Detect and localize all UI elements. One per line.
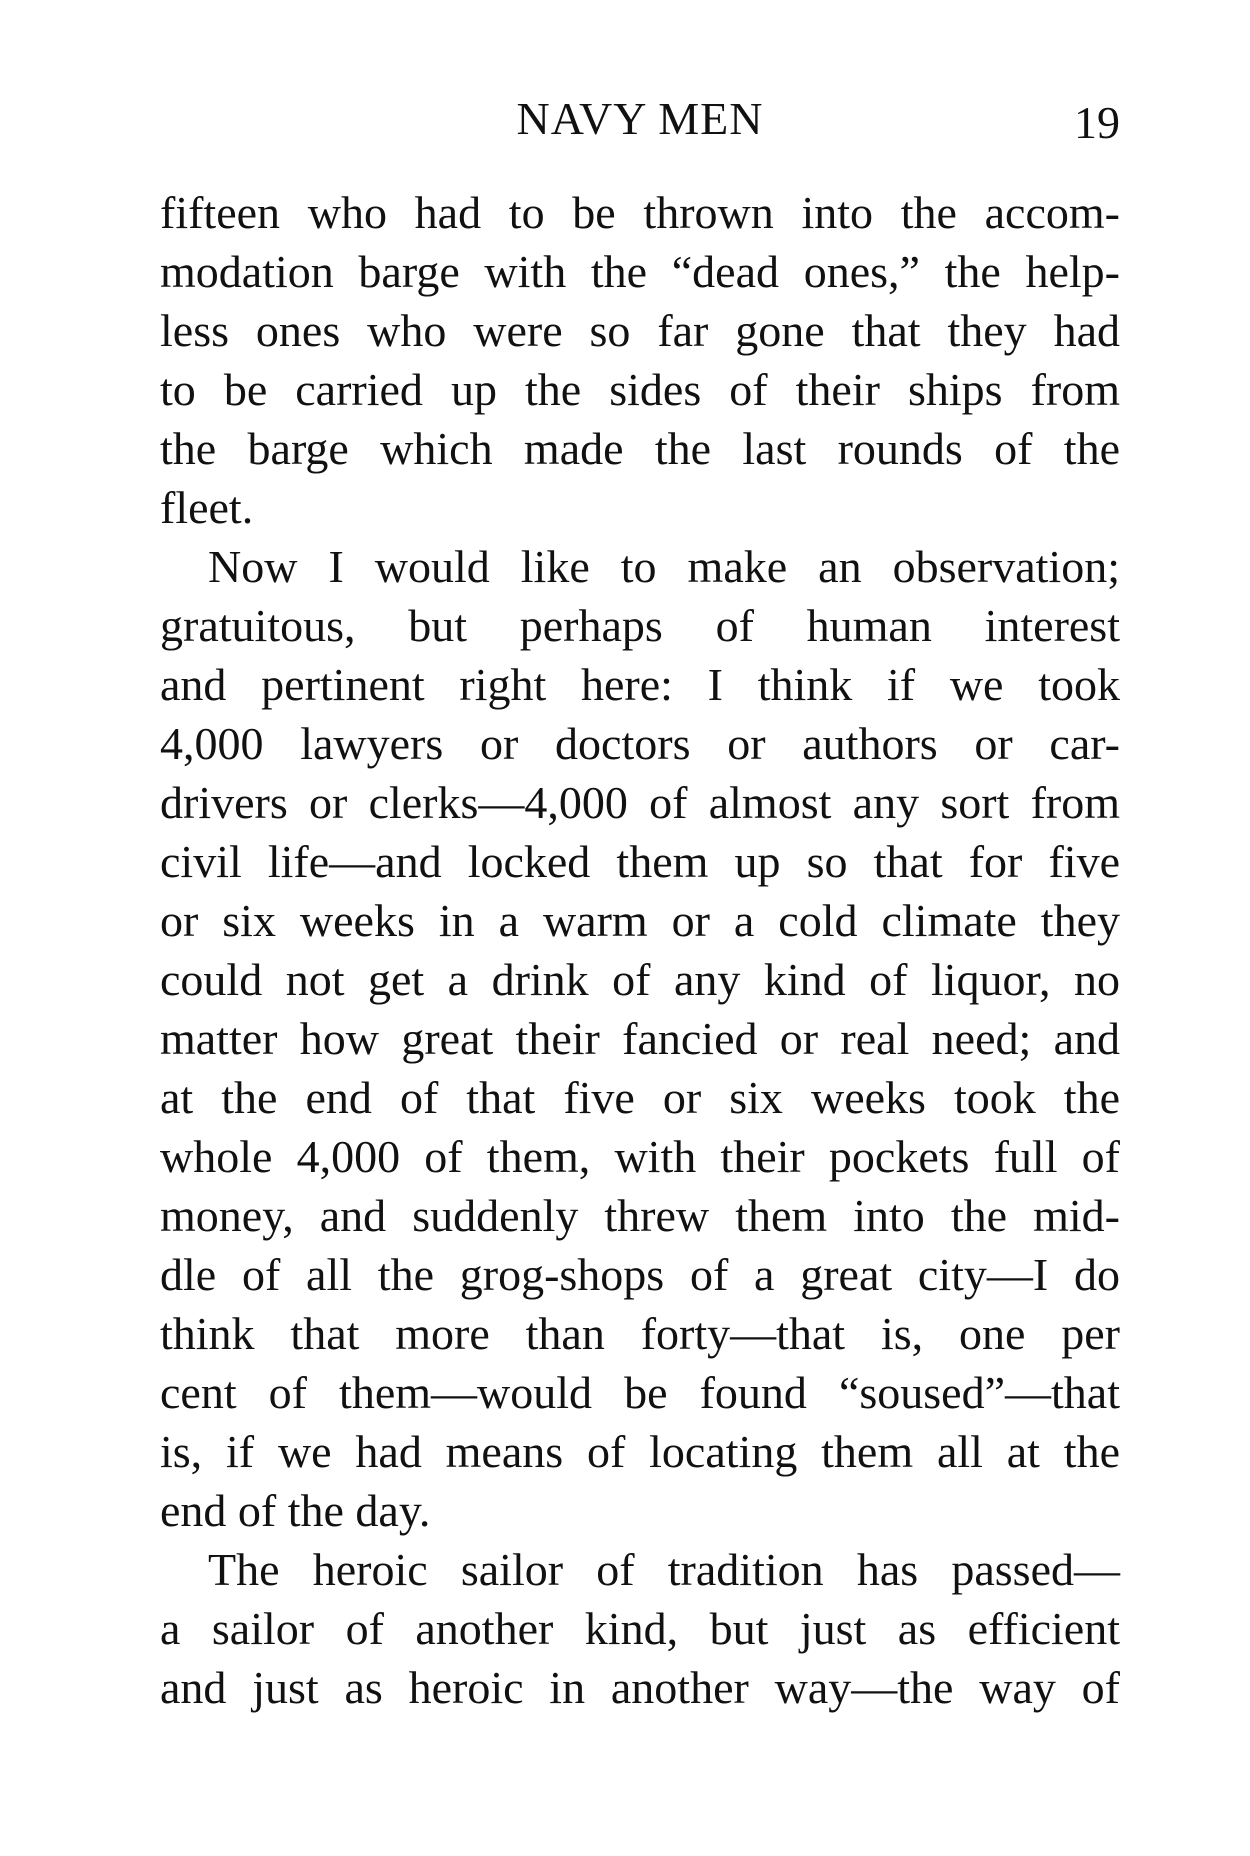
text-line: fleet. xyxy=(160,482,254,533)
text-line: dle of all the grog-shops of a great city—I do xyxy=(160,1249,1120,1300)
paragraph xyxy=(160,537,1120,1540)
text-line: The heroic sailor of tradition has passed— xyxy=(208,1544,1120,1595)
paragraph xyxy=(160,183,1120,537)
text-line: could not get a drink of any kind of liquor, no xyxy=(160,954,1120,1005)
text-line: at the end of that five or six weeks took the xyxy=(160,1072,1120,1123)
text-line: fifteen who had to be thrown into the accom- xyxy=(160,187,1120,238)
text-line: is, if we had means of locating them all at the xyxy=(160,1426,1120,1477)
paragraph xyxy=(160,1540,1120,1717)
text-line: to be carried up the sides of their ships from xyxy=(160,364,1120,415)
text-line: the barge which made the last rounds of the xyxy=(160,423,1120,474)
text-line: think that more than forty—that is, one per xyxy=(160,1308,1120,1359)
body-text xyxy=(160,183,1120,1717)
text-line: cent of them—would be found “soused”—that xyxy=(160,1367,1120,1418)
page-number: 19 xyxy=(1074,97,1120,148)
text-line: modation barge with the “dead ones,” the help- xyxy=(160,246,1120,297)
text-line: Now I would like to make an observation; xyxy=(208,541,1120,592)
text-line: money, and suddenly threw them into the mid- xyxy=(160,1190,1120,1241)
text-line: matter how great their fancied or real need; and xyxy=(160,1013,1120,1064)
text-line: less ones who were so far gone that they had xyxy=(160,305,1120,356)
text-line: and pertinent right here: I think if we took xyxy=(160,659,1120,710)
text-line: 4,000 lawyers or doctors or authors or car- xyxy=(160,718,1120,769)
text-line: or six weeks in a warm or a cold climate they xyxy=(160,895,1120,946)
text-line: and just as heroic in another way—the way of xyxy=(160,1662,1120,1713)
text-line: end of the day. xyxy=(160,1485,431,1536)
text-line: a sailor of another kind, but just as efficient xyxy=(160,1603,1120,1654)
text-line: whole 4,000 of them, with their pockets full of xyxy=(160,1131,1120,1182)
text-line: drivers or clerks—4,000 of almost any sort from xyxy=(160,777,1120,828)
text-line: civil life—and locked them up so that for five xyxy=(160,836,1120,887)
running-title: NAVY MEN xyxy=(516,93,764,144)
running-head xyxy=(160,92,1120,152)
text-line: gratuitous, but perhaps of human interest xyxy=(160,600,1120,651)
